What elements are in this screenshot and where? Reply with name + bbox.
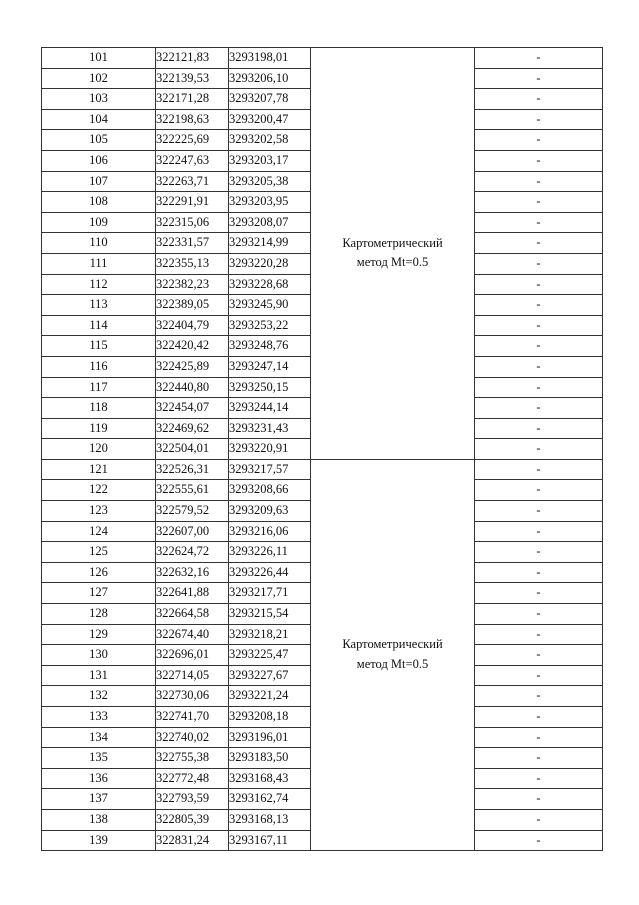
x-coordinate-cell: 322263,71: [156, 171, 229, 192]
y-coordinate-cell: 3293206,10: [229, 68, 311, 89]
x-coordinate-cell: 322247,63: [156, 150, 229, 171]
x-coordinate-cell: 322641,88: [156, 583, 229, 604]
accuracy-cell: -: [475, 192, 603, 213]
method-line-1: Картометрический: [342, 637, 443, 652]
y-coordinate-cell: 3293208,07: [229, 212, 311, 233]
method-cell: [311, 48, 475, 460]
accuracy-cell: -: [475, 253, 603, 274]
accuracy-cell: -: [475, 459, 603, 480]
x-coordinate-cell: 322696,01: [156, 645, 229, 666]
point-number-cell: 117: [42, 377, 156, 398]
point-number-cell: 124: [42, 521, 156, 542]
point-number-cell: 106: [42, 150, 156, 171]
table-row: [42, 459, 603, 480]
x-coordinate-cell: 322607,00: [156, 521, 229, 542]
point-number-cell: 112: [42, 274, 156, 295]
point-number-cell: 129: [42, 624, 156, 645]
x-coordinate-cell: 322382,23: [156, 274, 229, 295]
accuracy-cell: -: [475, 377, 603, 398]
x-coordinate-cell: 322315,06: [156, 212, 229, 233]
y-coordinate-cell: 3293253,22: [229, 315, 311, 336]
y-coordinate-cell: 3293225,47: [229, 645, 311, 666]
accuracy-cell: -: [475, 542, 603, 563]
x-coordinate-cell: 322504,01: [156, 439, 229, 460]
x-coordinate-cell: 322632,16: [156, 562, 229, 583]
accuracy-cell: -: [475, 315, 603, 336]
accuracy-cell: -: [475, 789, 603, 810]
y-coordinate-cell: 3293217,71: [229, 583, 311, 604]
x-coordinate-cell: 322291,91: [156, 192, 229, 213]
x-coordinate-cell: 322624,72: [156, 542, 229, 563]
accuracy-cell: -: [475, 686, 603, 707]
accuracy-cell: -: [475, 768, 603, 789]
point-number-cell: 139: [42, 830, 156, 851]
x-coordinate-cell: 322198,63: [156, 109, 229, 130]
y-coordinate-cell: 3293168,13: [229, 809, 311, 830]
x-coordinate-cell: 322755,38: [156, 748, 229, 769]
point-number-cell: 128: [42, 604, 156, 625]
y-coordinate-cell: 3293250,15: [229, 377, 311, 398]
y-coordinate-cell: 3293162,74: [229, 789, 311, 810]
point-number-cell: 122: [42, 480, 156, 501]
y-coordinate-cell: 3293247,14: [229, 356, 311, 377]
y-coordinate-cell: 3293245,90: [229, 295, 311, 316]
accuracy-cell: -: [475, 295, 603, 316]
x-coordinate-cell: 322740,02: [156, 727, 229, 748]
point-number-cell: 137: [42, 789, 156, 810]
point-number-cell: 105: [42, 130, 156, 151]
x-coordinate-cell: 322331,57: [156, 233, 229, 254]
point-number-cell: 103: [42, 89, 156, 110]
point-number-cell: 125: [42, 542, 156, 563]
accuracy-cell: -: [475, 707, 603, 728]
x-coordinate-cell: 322469,62: [156, 418, 229, 439]
accuracy-cell: -: [475, 130, 603, 151]
point-number-cell: 108: [42, 192, 156, 213]
accuracy-cell: -: [475, 171, 603, 192]
y-coordinate-cell: 3293167,11: [229, 830, 311, 851]
accuracy-cell: -: [475, 150, 603, 171]
point-number-cell: 111: [42, 253, 156, 274]
accuracy-cell: -: [475, 418, 603, 439]
x-coordinate-cell: 322674,40: [156, 624, 229, 645]
point-number-cell: 133: [42, 707, 156, 728]
accuracy-cell: -: [475, 830, 603, 851]
x-coordinate-cell: 322171,28: [156, 89, 229, 110]
accuracy-cell: -: [475, 665, 603, 686]
method-line-1: Картометрический: [342, 235, 443, 250]
y-coordinate-cell: 3293218,21: [229, 624, 311, 645]
accuracy-cell: -: [475, 68, 603, 89]
y-coordinate-cell: 3293221,24: [229, 686, 311, 707]
accuracy-cell: -: [475, 604, 603, 625]
x-coordinate-cell: 322793,59: [156, 789, 229, 810]
accuracy-cell: -: [475, 356, 603, 377]
y-coordinate-cell: 3293244,14: [229, 398, 311, 419]
accuracy-cell: -: [475, 809, 603, 830]
point-number-cell: 113: [42, 295, 156, 316]
point-number-cell: 135: [42, 748, 156, 769]
point-number-cell: 123: [42, 501, 156, 522]
y-coordinate-cell: 3293205,38: [229, 171, 311, 192]
point-number-cell: 120: [42, 439, 156, 460]
x-coordinate-cell: 322440,80: [156, 377, 229, 398]
point-number-cell: 121: [42, 459, 156, 480]
x-coordinate-cell: 322225,69: [156, 130, 229, 151]
accuracy-cell: -: [475, 439, 603, 460]
y-coordinate-cell: 3293209,63: [229, 501, 311, 522]
accuracy-cell: -: [475, 624, 603, 645]
point-number-cell: 132: [42, 686, 156, 707]
y-coordinate-cell: 3293231,43: [229, 418, 311, 439]
point-number-cell: 114: [42, 315, 156, 336]
x-coordinate-cell: 322139,53: [156, 68, 229, 89]
accuracy-cell: -: [475, 336, 603, 357]
y-coordinate-cell: 3293203,17: [229, 150, 311, 171]
accuracy-cell: -: [475, 233, 603, 254]
y-coordinate-cell: 3293202,58: [229, 130, 311, 151]
x-coordinate-cell: 322355,13: [156, 253, 229, 274]
accuracy-cell: -: [475, 480, 603, 501]
y-coordinate-cell: 3293215,54: [229, 604, 311, 625]
y-coordinate-cell: 3293203,95: [229, 192, 311, 213]
y-coordinate-cell: 3293207,78: [229, 89, 311, 110]
point-number-cell: 116: [42, 356, 156, 377]
y-coordinate-cell: 3293214,99: [229, 233, 311, 254]
point-number-cell: 101: [42, 48, 156, 69]
accuracy-cell: -: [475, 727, 603, 748]
coordinates-table-body: [42, 48, 603, 851]
x-coordinate-cell: 322730,06: [156, 686, 229, 707]
y-coordinate-cell: 3293196,01: [229, 727, 311, 748]
x-coordinate-cell: 322714,05: [156, 665, 229, 686]
y-coordinate-cell: 3293216,06: [229, 521, 311, 542]
point-number-cell: 134: [42, 727, 156, 748]
point-number-cell: 138: [42, 809, 156, 830]
x-coordinate-cell: 322831,24: [156, 830, 229, 851]
point-number-cell: 131: [42, 665, 156, 686]
y-coordinate-cell: 3293248,76: [229, 336, 311, 357]
accuracy-cell: -: [475, 501, 603, 522]
method-line-2: метод Mt=0.5: [356, 255, 429, 270]
coordinates-table: [41, 47, 603, 851]
x-coordinate-cell: 322555,61: [156, 480, 229, 501]
accuracy-cell: -: [475, 748, 603, 769]
point-number-cell: 109: [42, 212, 156, 233]
x-coordinate-cell: 322389,05: [156, 295, 229, 316]
accuracy-cell: -: [475, 89, 603, 110]
point-number-cell: 119: [42, 418, 156, 439]
method-cell: [311, 459, 475, 850]
table-row: [42, 48, 603, 69]
accuracy-cell: -: [475, 274, 603, 295]
y-coordinate-cell: 3293208,66: [229, 480, 311, 501]
accuracy-cell: -: [475, 109, 603, 130]
point-number-cell: 102: [42, 68, 156, 89]
y-coordinate-cell: 3293227,67: [229, 665, 311, 686]
accuracy-cell: -: [475, 398, 603, 419]
method-line-2: метод Mt=0.5: [356, 657, 429, 672]
x-coordinate-cell: 322772,48: [156, 768, 229, 789]
point-number-cell: 130: [42, 645, 156, 666]
accuracy-cell: -: [475, 645, 603, 666]
point-number-cell: 104: [42, 109, 156, 130]
y-coordinate-cell: 3293198,01: [229, 48, 311, 69]
y-coordinate-cell: 3293226,44: [229, 562, 311, 583]
x-coordinate-cell: 322664,58: [156, 604, 229, 625]
y-coordinate-cell: 3293220,91: [229, 439, 311, 460]
y-coordinate-cell: 3293168,43: [229, 768, 311, 789]
y-coordinate-cell: 3293220,28: [229, 253, 311, 274]
accuracy-cell: -: [475, 212, 603, 233]
x-coordinate-cell: 322526,31: [156, 459, 229, 480]
point-number-cell: 126: [42, 562, 156, 583]
y-coordinate-cell: 3293228,68: [229, 274, 311, 295]
x-coordinate-cell: 322805,39: [156, 809, 229, 830]
y-coordinate-cell: 3293217,57: [229, 459, 311, 480]
x-coordinate-cell: 322454,07: [156, 398, 229, 419]
point-number-cell: 136: [42, 768, 156, 789]
y-coordinate-cell: 3293183,50: [229, 748, 311, 769]
x-coordinate-cell: 322420,42: [156, 336, 229, 357]
y-coordinate-cell: 3293208,18: [229, 707, 311, 728]
accuracy-cell: -: [475, 521, 603, 542]
point-number-cell: 107: [42, 171, 156, 192]
point-number-cell: 127: [42, 583, 156, 604]
y-coordinate-cell: 3293200,47: [229, 109, 311, 130]
y-coordinate-cell: 3293226,11: [229, 542, 311, 563]
accuracy-cell: -: [475, 48, 603, 69]
x-coordinate-cell: 322741,70: [156, 707, 229, 728]
x-coordinate-cell: 322121,83: [156, 48, 229, 69]
point-number-cell: 118: [42, 398, 156, 419]
x-coordinate-cell: 322404,79: [156, 315, 229, 336]
point-number-cell: 115: [42, 336, 156, 357]
accuracy-cell: -: [475, 562, 603, 583]
point-number-cell: 110: [42, 233, 156, 254]
x-coordinate-cell: 322425,89: [156, 356, 229, 377]
accuracy-cell: -: [475, 583, 603, 604]
x-coordinate-cell: 322579,52: [156, 501, 229, 522]
